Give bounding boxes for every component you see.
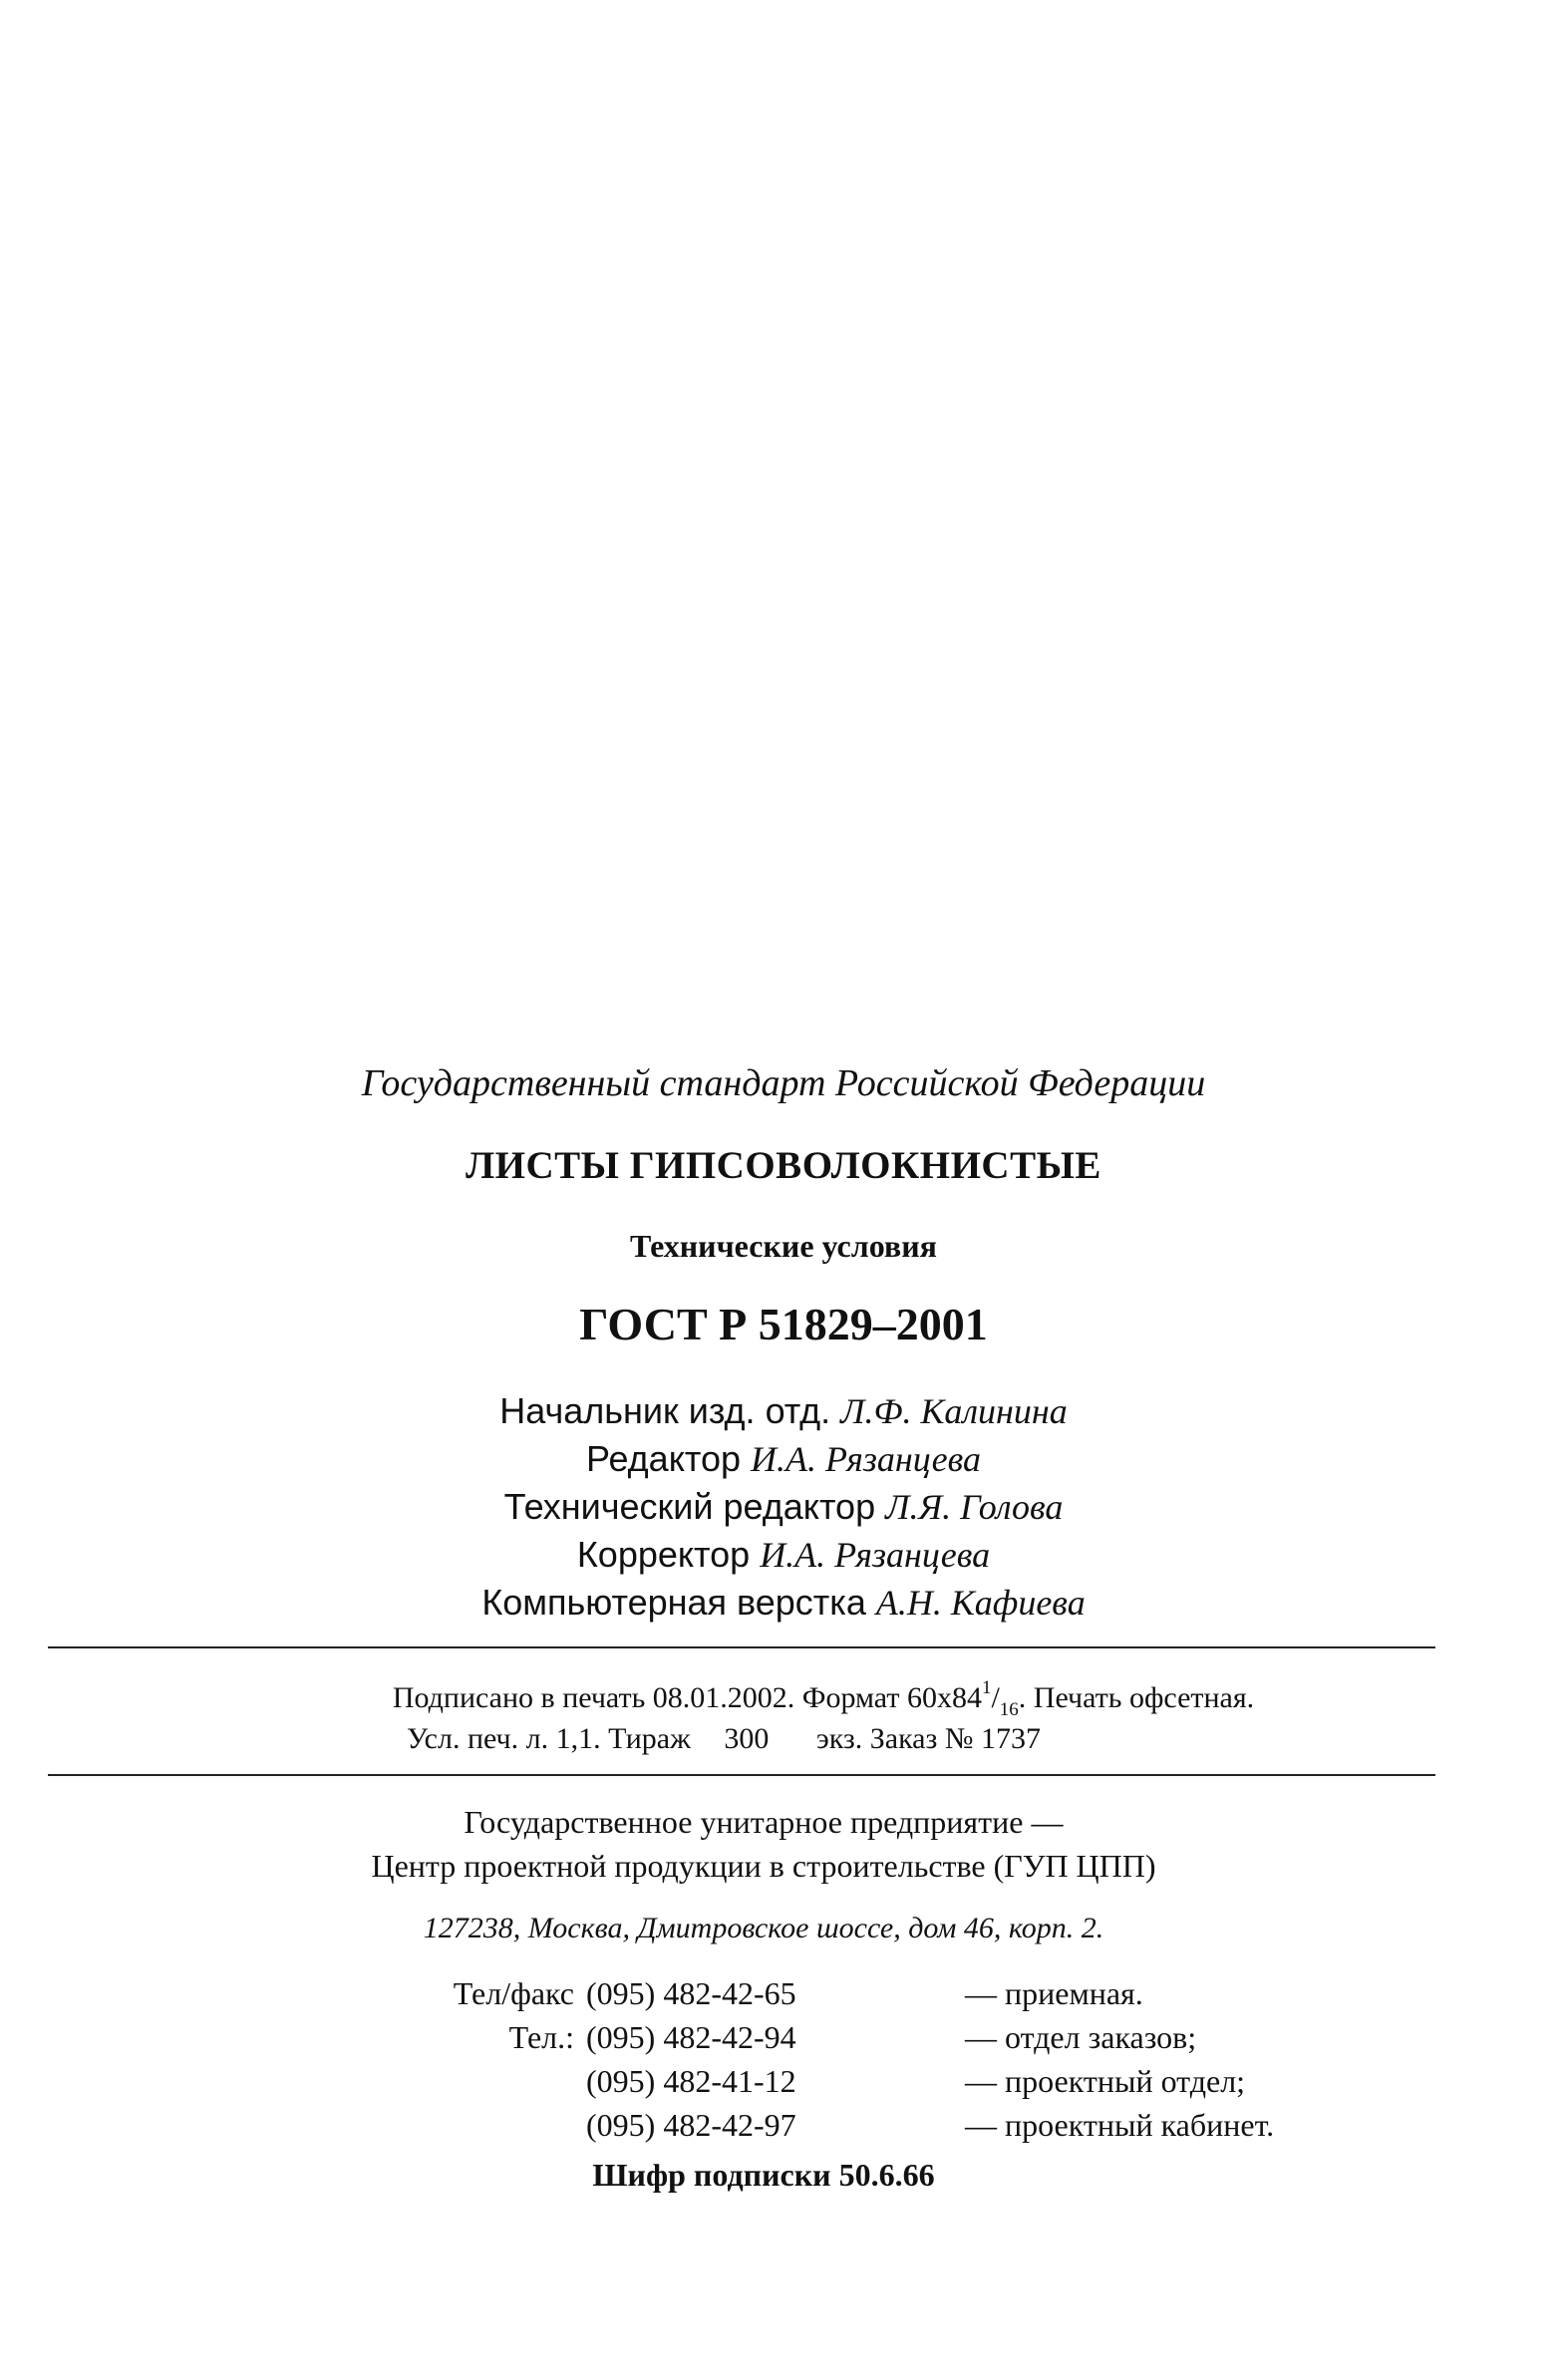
format-sub: 16 — [999, 1699, 1019, 1720]
credit-name: И.А. Рязанцева — [751, 1439, 981, 1479]
credit-line — [0, 1579, 1567, 1627]
signed-date: 08.01.2002. — [652, 1681, 795, 1714]
credit-line — [0, 1435, 1567, 1483]
document-subtitle: Технические условия — [630, 1228, 937, 1264]
document-code: ГОСТ Р 51829–2001 — [579, 1299, 988, 1349]
phone-row — [413, 2103, 1274, 2147]
credit-role: Начальник изд. отд. — [499, 1390, 831, 1431]
imprint-line-2 — [0, 1724, 1507, 1754]
order-value: 1737 — [980, 1722, 1041, 1755]
imprint-line-1 — [40, 1678, 1567, 1719]
format-base: 60x84 — [906, 1681, 982, 1714]
credit-line — [0, 1387, 1567, 1435]
publisher-address: 127238, Москва, Дмитровское шоссе, дом 46, корп. 2. — [423, 1912, 1104, 1944]
phone-label: Тел.: — [508, 2019, 574, 2055]
divider-bottom — [48, 1774, 1435, 1776]
phone-description: — отдел заказов; — [965, 2019, 1197, 2055]
phone-row — [413, 2059, 1274, 2103]
sheets-label: Усл. печ. л. — [407, 1722, 549, 1755]
format-value — [906, 1677, 1027, 1720]
document-title: ЛИСТЫ ГИПСОВОЛОКНИСТЫЕ — [466, 1144, 1101, 1187]
phone-label — [413, 2059, 586, 2103]
credits-block — [0, 1387, 1567, 1627]
print-type: Печать офсетная. — [1033, 1681, 1255, 1714]
run-value: 300 — [724, 1722, 770, 1755]
phone-list — [413, 1971, 1274, 2147]
credit-role: Технический редактор — [503, 1486, 876, 1527]
phone-description: — проектный отдел; — [965, 2063, 1246, 2099]
publisher-name-line-1: Государственное унитарное предприятие — — [464, 1804, 1064, 1840]
divider-top — [48, 1646, 1435, 1648]
phone-number: (095) 482-42-65 — [586, 1975, 796, 2011]
credit-line — [0, 1483, 1567, 1531]
signed-label: Подписано в печать — [392, 1681, 646, 1714]
credit-name: Л.Я. Голова — [885, 1487, 1064, 1527]
phone-number: (095) 482-41-12 — [586, 2063, 796, 2099]
phone-number: (095) 482-42-94 — [586, 2019, 796, 2055]
phone-label: Тел/факс — [453, 1975, 574, 2011]
phone-description: — проектный кабинет. — [965, 2107, 1275, 2143]
credit-role: Компьютерная верстка — [481, 1582, 866, 1623]
credit-role: Корректор — [576, 1534, 751, 1575]
sheets-value: 1,1. — [555, 1722, 601, 1755]
subscription-cipher: Шифр подписки 50.6.66 — [592, 2157, 935, 2193]
credit-name: Л.Ф. Калинина — [840, 1391, 1068, 1431]
publisher-name-line-2: Центр проектной продукции в строительстве (ГУП ЦПП) — [371, 1848, 1156, 1884]
credit-name: И.А. Рязанцева — [760, 1535, 991, 1575]
phone-row — [413, 1971, 1274, 2015]
format-sep: / — [991, 1681, 1000, 1714]
phone-label — [413, 2103, 586, 2147]
format-label: Формат — [801, 1681, 900, 1714]
run-label: Тираж — [608, 1722, 691, 1755]
credit-line — [0, 1531, 1567, 1579]
copies-label: экз. — [815, 1722, 863, 1755]
phone-row — [413, 2015, 1274, 2059]
format-sup: 1 — [981, 1677, 992, 1698]
phone-number: (095) 482-42-97 — [586, 2107, 796, 2143]
credit-role: Редактор — [586, 1438, 741, 1479]
series-title: Государственный стандарт Российской Федерации — [361, 1062, 1206, 1104]
order-label: Заказ № — [869, 1722, 974, 1755]
phone-description: — приемная. — [965, 1975, 1143, 2011]
format-end: . — [1018, 1681, 1027, 1714]
credit-name: А.Н. Кафиева — [875, 1583, 1086, 1623]
